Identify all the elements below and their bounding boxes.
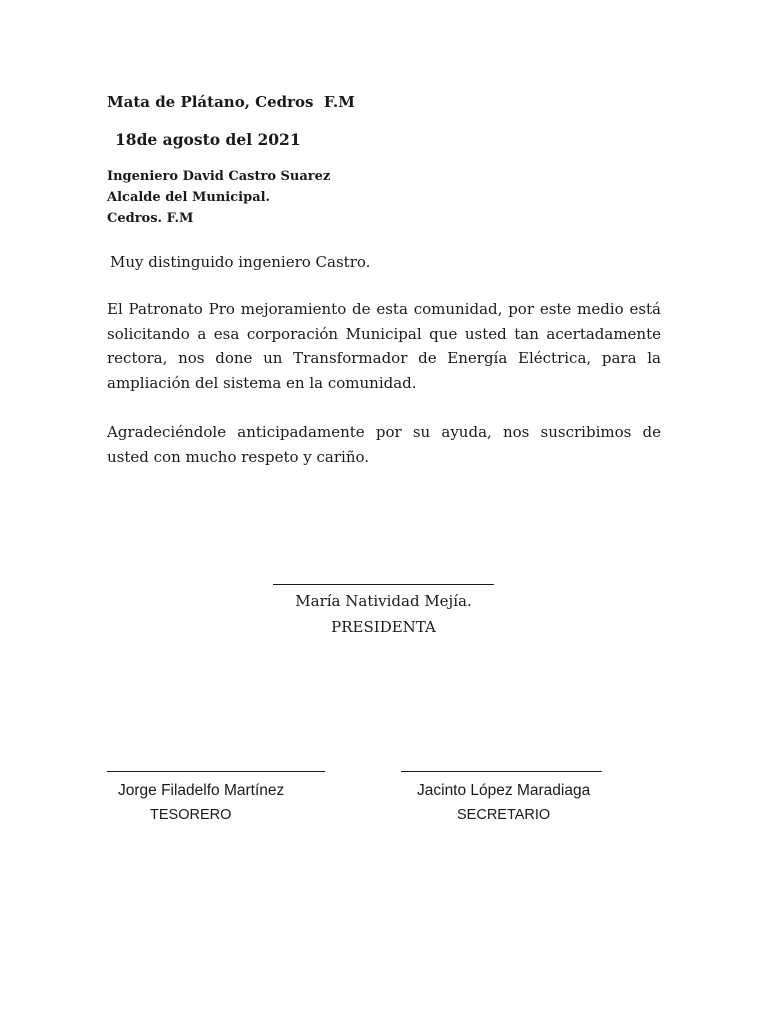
secretary-title: SECRETARIO [457, 807, 551, 823]
president-name: María Natividad Mejía. [295, 592, 472, 610]
body-paragraph: El Patronato Pro mejoramiento de esta comunidad, por este medio está solicitando a esa corporación Municipal que usted tan acertadamente rectora, nos done un Transformador de Energía Eléctrica, para la ampliación del sistema en la comunidad. [107, 300, 661, 392]
addressee-position: Alcalde del Municipal. [107, 190, 271, 205]
secretary-name: Jacinto López Maradiaga [417, 782, 591, 799]
addressee-block [107, 166, 330, 229]
treasurer-signature-line [107, 771, 325, 772]
closing-paragraph: Agradeciéndole anticipadamente por su ayuda, nos suscribimos de usted con mucho respeto y cariño. [107, 423, 661, 466]
treasurer-title: TESORERO [150, 807, 232, 823]
addressee-location: Cedros. F.M [107, 211, 194, 226]
salutation: Muy distinguido ingeniero Castro. [110, 253, 371, 271]
letter-date: 18de agosto del 2021 [115, 130, 301, 149]
addressee-name: Ingeniero David Castro Suarez [107, 169, 331, 184]
secretary-signature-line [401, 771, 602, 772]
treasurer-name: Jorge Filadelfo Martínez [118, 782, 285, 799]
president-title: PRESIDENTA [331, 618, 436, 636]
letter-place: Mata de Plátano, Cedros F.M [107, 93, 355, 111]
president-signature-line [273, 584, 494, 585]
